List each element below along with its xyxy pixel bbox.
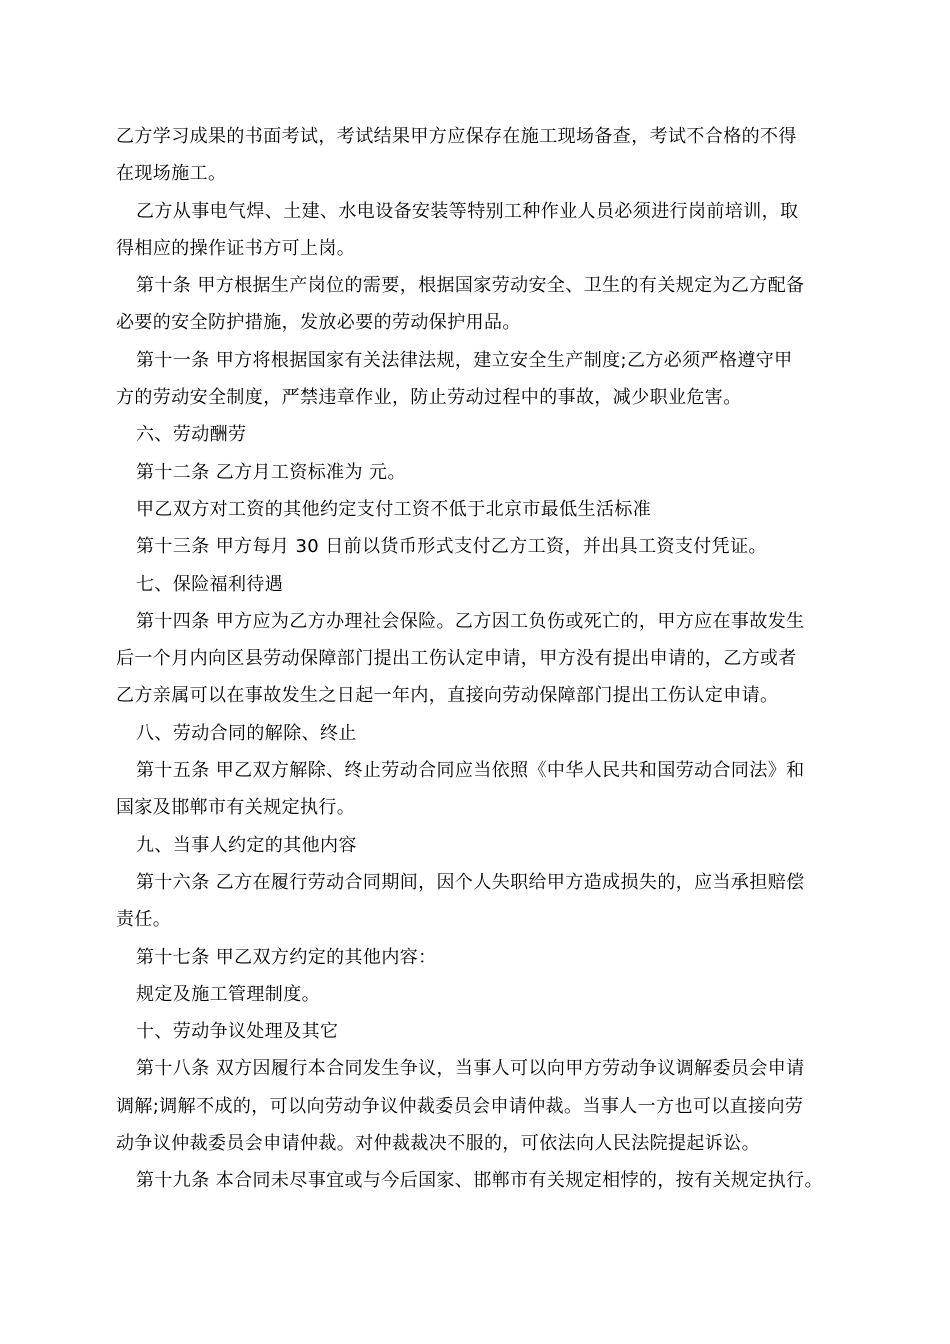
text-line: 八、劳动合同的解除、终止	[136, 722, 357, 744]
text-line: 甲乙双方对工资的其他约定支付工资不低于北京市最低生活标准	[136, 498, 652, 520]
document-page	[116, 118, 850, 1200]
paragraph	[116, 342, 850, 417]
text-line: 第十六条 乙方在履行劳动合同期间，因个人失职给甲方造成损失的，应当承担赔偿	[136, 871, 805, 893]
text-line: 九、当事人约定的其他内容	[136, 834, 357, 856]
paragraph	[116, 491, 850, 528]
text-line: 第十条 甲方根据生产岗位的需要，根据国家劳动安全、卫生的有关规定为乙方配备	[136, 275, 805, 297]
paragraph	[116, 528, 850, 565]
text-line: 第十三条 甲方每月 30 日前以货币形式支付乙方工资，并出具工资支付凭证。	[136, 536, 767, 558]
paragraph	[116, 566, 850, 603]
paragraph	[116, 976, 850, 1013]
paragraph	[116, 864, 850, 939]
text-line: 责任。	[116, 909, 172, 931]
text-line: 第十九条 本合同未尽事宜或与今后国家、邯郸市有关规定相悖的，按有关规定执行。	[136, 1170, 823, 1192]
text-line: 第十八条 双方因履行本合同发生争议，当事人可以向甲方劳动争议调解委员会申请	[136, 1058, 805, 1080]
text-line: 规定及施工管理制度。	[136, 983, 320, 1005]
text-line: 必要的安全防护措施，发放必要的劳动保护用品。	[116, 312, 521, 334]
text-line: 后一个月内向区县劳动保障部门提出工伤认定申请，甲方没有提出申请的，乙方或者	[116, 648, 797, 670]
text-line: 第十七条 甲乙双方约定的其他内容：	[136, 946, 437, 968]
text-line: 第十四条 甲方应为乙方办理社会保险。乙方因工负伤或死亡的，甲方应在事故发生	[136, 610, 805, 632]
paragraph	[116, 118, 850, 193]
paragraph	[116, 752, 850, 827]
text-line: 得相应的操作证书方可上岗。	[116, 237, 356, 259]
paragraph	[116, 1013, 850, 1050]
text-line: 方的劳动安全制度，严禁违章作业，防止劳动过程中的事故，减少职业危害。	[116, 387, 742, 409]
paragraph	[116, 603, 850, 715]
text-line: 七、保险福利待遇	[136, 573, 284, 595]
text-line: 乙方亲属可以在事故发生之日起一年内，直接向劳动保障部门提出工伤认定申请。	[116, 685, 779, 707]
text-line: 调解;调解不成的，可以向劳动争议仲裁委员会申请仲裁。当事人一方也可以直接向劳	[116, 1095, 804, 1117]
text-line: 第十五条 甲乙双方解除、终止劳动合同应当依照《中华人民共和国劳动合同法》和	[136, 760, 805, 782]
paragraph	[116, 454, 850, 491]
paragraph	[116, 1050, 850, 1162]
text-line: 六、劳动酬劳	[136, 424, 247, 446]
paragraph	[116, 416, 850, 453]
text-line: 第十一条 甲方将根据国家有关法律法规，建立安全生产制度;乙方必须严格遵守甲	[136, 349, 793, 371]
paragraph	[116, 827, 850, 864]
text-line: 十、劳动争议处理及其它	[136, 1021, 339, 1043]
paragraph	[116, 267, 850, 342]
paragraph	[116, 1162, 850, 1199]
text-line: 第十二条 乙方月工资标准为 元。	[136, 461, 406, 483]
text-line: 国家及邯郸市有关规定执行。	[116, 797, 356, 819]
paragraph	[116, 939, 850, 976]
text-line: 乙方学习成果的书面考试，考试结果甲方应保存在施工现场备查，考试不合格的不得	[116, 126, 797, 147]
text-line: 乙方从事电气焊、土建、水电设备安装等特别工种作业人员必须进行岗前培训，取	[136, 200, 799, 222]
paragraph	[116, 715, 850, 752]
text-line: 动争议仲裁委员会申请仲裁。对仲裁裁决不服的，可依法向人民法院提起诉讼。	[116, 1133, 760, 1155]
text-line: 在现场施工。	[116, 163, 227, 185]
paragraph	[116, 193, 850, 268]
